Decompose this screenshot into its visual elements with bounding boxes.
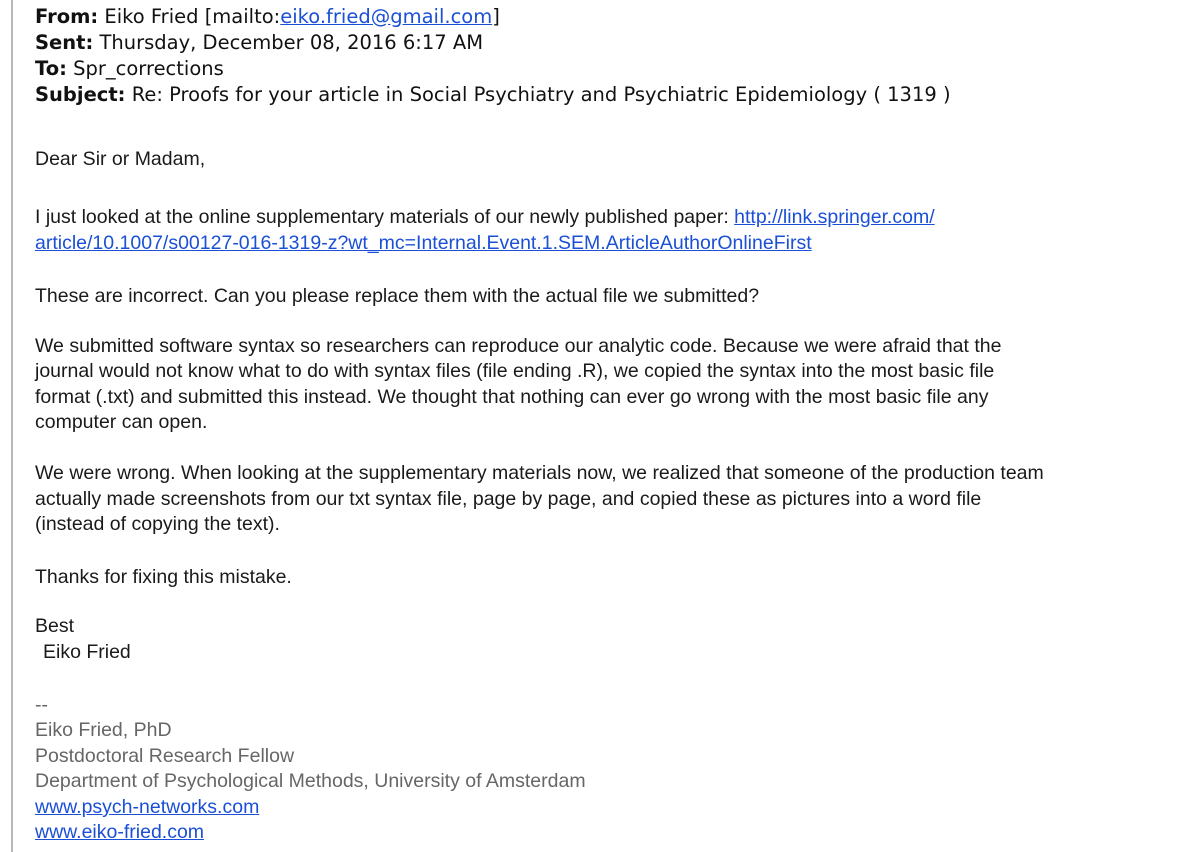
from-close: ] [492,5,500,28]
signature-title: Postdoctoral Research Fellow [35,745,295,767]
header-to [35,56,224,82]
signature-link-2-row [35,819,204,845]
signature-name: Eiko Fried, PhD [35,719,172,741]
closing: Best [35,615,75,637]
to-value: Spr_corrections [73,57,224,80]
sent-value: Thursday, December 08, 2016 6:17 AM [99,31,484,54]
paragraph-5: Thanks for fixing this mistake. [35,566,292,588]
paragraph-4-line-2: actually made screenshots from our txt syntax file, page by page, and copied these as pictures into a word file [35,488,982,510]
eiko-fried-link[interactable]: www.eiko-fried.com [35,821,205,843]
header-sent [35,30,483,56]
article-link-part-1[interactable]: http://link.springer.com/ [734,206,935,228]
header-from [35,4,500,30]
paragraph-3-line-2: journal would not know what to do with syntax files (file ending .R), we copied the syntax into the most basic file [35,360,995,382]
from-email-link[interactable]: eiko.fried@gmail.com [280,5,493,28]
quote-bar [11,0,13,852]
signature-link-1-row [35,794,259,820]
paragraph-1-line-1 [35,204,935,230]
to-label: To: [35,57,67,80]
signature-separator: -- [35,694,48,716]
header-subject [35,82,951,108]
signature-department: Department of Psychological Methods, University of Amsterdam [35,770,586,792]
paragraph-1-text: I just looked at the online supplementary materials of our newly published paper: [35,206,735,228]
paragraph-4-line-3: (instead of copying the text). [35,513,280,535]
paragraph-4-line-1: We were wrong. When looking at the supplementary materials now, we realized that someone of the production team [35,462,1044,484]
greeting: Dear Sir or Madam, [35,148,206,170]
article-link-part-2[interactable]: article/10.1007/s00127-016-1319-z?wt_mc=Internal.Event.1.SEM.ArticleAuthorOnlineFirst [35,232,812,254]
psych-networks-link[interactable]: www.psych-networks.com [35,796,260,818]
subject-label: Subject: [35,83,126,106]
paragraph-3-line-1: We submitted software syntax so researchers can reproduce our analytic code. Because we were afraid that the [35,335,1002,357]
paragraph-3-line-3: format (.txt) and submitted this instead. We thought that nothing can ever go wrong with the most basic file any [35,386,989,408]
closing-name: Eiko Fried [43,641,131,663]
paragraph-2: These are incorrect. Can you please replace them with the actual file we submitted? [35,285,760,307]
from-label: From: [35,5,99,28]
subject-value: Re: Proofs for your article in Social Psychiatry and Psychiatric Epidemiology ( 1319 ) [131,83,951,106]
paragraph-3-line-4: computer can open. [35,411,208,433]
email-message [35,0,1200,852]
sent-label: Sent: [35,31,94,54]
from-name: Eiko Fried [mailto: [104,5,281,28]
paragraph-1-line-2 [35,230,812,256]
